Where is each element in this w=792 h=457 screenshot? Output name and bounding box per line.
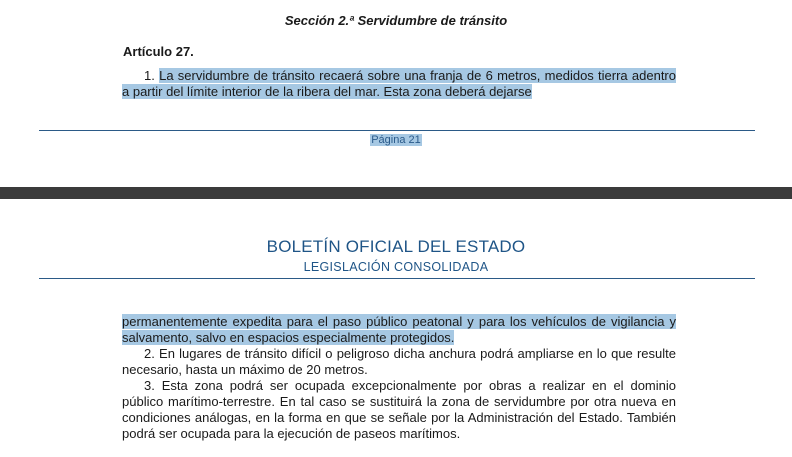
section-title: Sección 2.ª Servidumbre de tránsito (284, 13, 508, 28)
paragraph-3[interactable]: 3. Esta zona podrá ser ocupada excepcionalmente por obras a realizar en el dominio público marítimo-terrestre. En tal caso se sustituirá la zona de servidumbre por otra nueva en condiciones análogas, en la forma en que se señale por la Administración del Estado. También podrá ser ocupada para la ejecución de paseos marítimos. (122, 378, 676, 441)
page-separator (0, 187, 792, 199)
header-divider (39, 278, 755, 279)
page-number-label: Página 21 (371, 134, 421, 146)
paragraph-2[interactable]: 2. En lugares de tránsito difícil o peligroso dicha anchura podrá ampliarse en lo que resulte necesario, hasta un máximo de 20 metros. (122, 346, 676, 377)
footer-divider (39, 130, 755, 131)
boe-header-subtitle: LEGISLACIÓN CONSOLIDADA (303, 260, 489, 274)
page-number (0, 134, 792, 146)
continuation-selected-text[interactable]: permanentemente expedita para el paso público peatonal y para los vehículos de vigilancia y salvamento, salvo en espacios especialmente protegidos. (122, 314, 676, 345)
paragraph-1-selected-text[interactable]: La servidumbre de tránsito recaerá sobre una franja de 6 metros, medidos tierra adentro a partir del límite interior de la ribera del mar. Esta zona deberá dejarse (122, 68, 676, 99)
paragraph-1-number: 1. (144, 68, 155, 83)
paragraph-1[interactable] (122, 68, 676, 100)
article-title: Artículo 27. (123, 44, 194, 59)
continuation-paragraph[interactable] (122, 314, 676, 346)
document-body[interactable] (122, 314, 676, 442)
document-page-top (0, 0, 792, 187)
document-page-bottom (0, 199, 792, 457)
boe-header-title: BOLETÍN OFICIAL DEL ESTADO (266, 237, 526, 256)
